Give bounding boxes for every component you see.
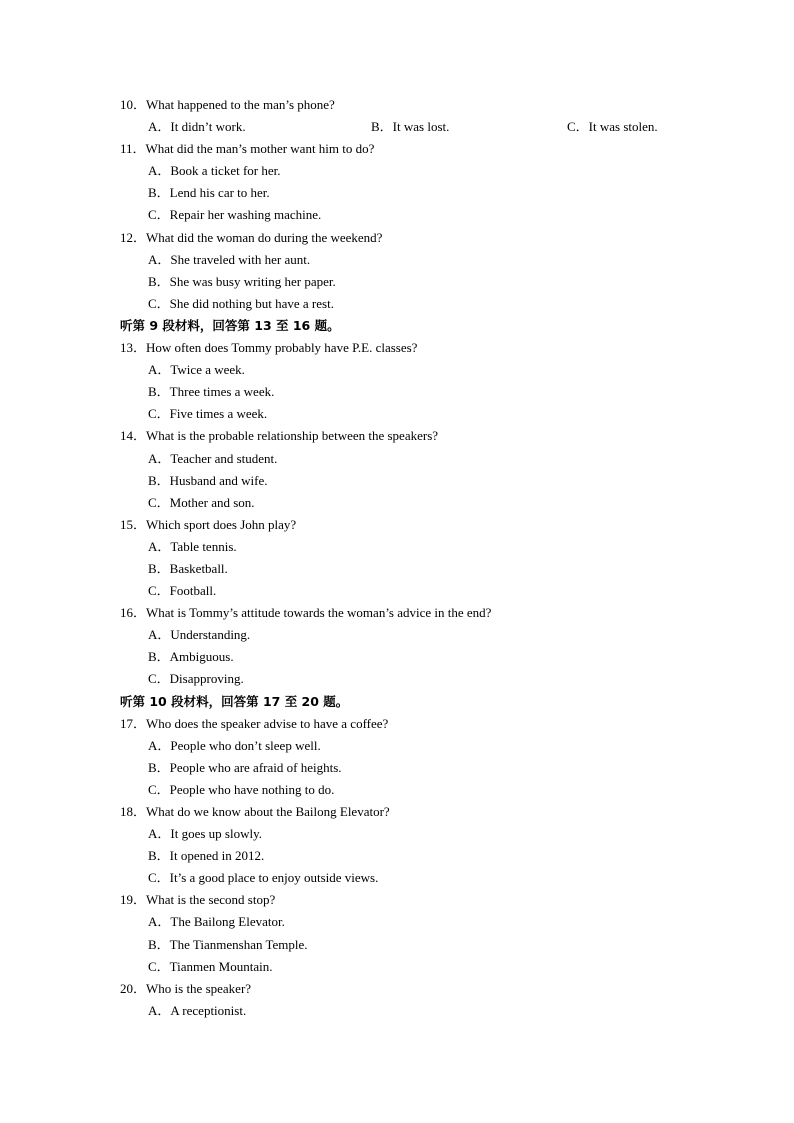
question: 17．Who does the speaker advise to have a coffee?	[120, 715, 389, 731]
answer-option: A．She traveled with her aunt.	[148, 251, 311, 267]
answer-option: A．Understanding.	[148, 627, 251, 643]
answer-option: B．Lend his car to her.	[148, 185, 270, 201]
answer-option: C．Repair her washing machine.	[148, 207, 322, 223]
answer-option: A．Twice a week.	[148, 362, 245, 378]
answer-option: B．She was busy writing her paper.	[148, 273, 336, 289]
question: 18．What do we know about the Bailong Elevator?	[120, 804, 390, 819]
question: 16．What is Tommy’s attitude towards the woman’s advice in the end?	[120, 605, 492, 621]
answer-option: C．Football.	[148, 583, 217, 599]
answer-option: A．Teacher and student.	[148, 450, 278, 466]
option-row	[0, 116, 794, 138]
answer-option: C．Mother and son.	[148, 494, 255, 510]
answer-option: B．People who are afraid of heights.	[148, 759, 342, 775]
answer-option: B．Basketball.	[148, 560, 228, 576]
answer-option: C．It was stolen.	[567, 119, 658, 135]
exam-page	[0, 94, 794, 1022]
answer-option: C．People who have nothing to do.	[148, 781, 335, 797]
section-heading: 听第 10 段材料，回答第 17 至 20 题。	[120, 693, 349, 709]
answer-option: B．It opened in 2012.	[148, 848, 265, 864]
answer-option: A．The Bailong Elevator.	[148, 914, 285, 930]
answer-option: B．Three times a week.	[148, 384, 275, 400]
question: 19．What is the second stop?	[120, 892, 276, 908]
answer-option: A．People who don’t sleep well.	[148, 737, 321, 753]
answer-option: B．Husband and wife.	[148, 472, 268, 488]
section-heading: 听第 9 段材料，回答第 13 至 16 题。	[120, 317, 340, 333]
question: 10．What happened to the man’s phone?	[120, 97, 335, 112]
question: 20．Who is the speaker?	[120, 980, 252, 996]
answer-option: B．It was lost.	[371, 119, 450, 135]
answer-option: A．It goes up slowly.	[148, 826, 262, 842]
answer-option: C．It’s a good place to enjoy outside views.	[148, 870, 379, 886]
question: 14．What is the probable relationship between the speakers?	[120, 428, 439, 444]
answer-option: A．Table tennis.	[148, 538, 237, 554]
answer-option: B．The Tianmenshan Temple.	[148, 936, 308, 952]
answer-option: C．She did nothing but have a rest.	[148, 295, 334, 311]
answer-option: B．Ambiguous.	[148, 649, 234, 665]
question: 15．Which sport does John play?	[120, 516, 297, 532]
question: 11．What did the man’s mother want him to do?	[120, 141, 375, 157]
question: 12．What did the woman do during the weekend?	[120, 229, 383, 245]
answer-option: A．Book a ticket for her.	[148, 163, 281, 179]
question: 13．How often does Tommy probably have P.E. classes?	[120, 340, 418, 356]
answer-option: A．A receptionist.	[148, 1002, 247, 1018]
answer-option: A．It didn’t work.	[148, 119, 246, 135]
answer-option: C．Disapproving.	[148, 671, 244, 687]
answer-option: C．Tianmen Mountain.	[148, 958, 273, 974]
answer-option: C．Five times a week.	[148, 406, 268, 422]
